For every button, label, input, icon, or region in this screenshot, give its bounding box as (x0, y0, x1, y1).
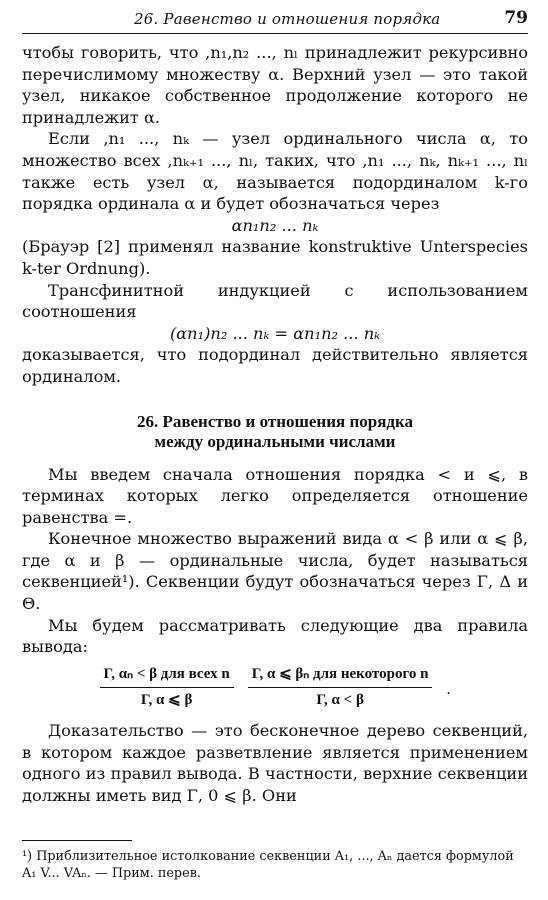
inference-rules (22, 664, 528, 712)
section-heading-line-1: 26. Равенство и отношения порядка (136, 411, 414, 431)
page-number: 79 (504, 8, 528, 28)
rule-1-premise: Γ, αₙ < β для всех n (100, 664, 234, 689)
section-heading (22, 412, 528, 452)
rule-2-premise: Γ, α ⩽ βₙ для некоторого n (248, 664, 433, 689)
paragraph-continuation: чтобы говорить, что ,n₁,n₂ ..., nₗ принадлежит рекурсивно перечислимому множеству α. Верхний узел — это такой узел, никакое собственное продолжение которого не принадлежит α. (22, 43, 528, 127)
footnote-rule (22, 840, 132, 841)
paragraph-sequent-definition: Конечное множество выражений вида α < β или α ⩽ β, где α и β — ординальные числа, будет называться секвенцией¹). Секвенции будут обозначаться через Γ, Δ и Θ. (22, 529, 528, 614)
running-header (22, 4, 528, 30)
paragraph-brouwer-note: (Брауэр [2] применял название konstruktive Unterspecies k-ter Ordnung). (22, 237, 528, 278)
rule-1-conclusion: Γ, α ⩽ β (140, 692, 193, 709)
formula-relation: (αn₁)n₂ ... nₖ = αn₁n₂ ... nₖ (169, 323, 381, 343)
paragraph-conclusion: доказывается, что подординал действительно является ординалом. (22, 345, 528, 386)
paragraph-transfinite-induction: Трансфинитной индукцией с использованием соотношения (22, 280, 528, 322)
formula-subordinal: αn₁n₂ ... nₖ (231, 215, 319, 235)
page-body (22, 42, 528, 806)
book-page (22, 0, 528, 900)
running-title: 26. Равенство и отношения порядка (134, 10, 441, 28)
paragraph-subordinal-definition: Если ,n₁ ..., nₖ — узел ординального числа α, то множество всех ,nₖ₊₁ ..., nₗ, таких, что ,n₁ ..., nₖ, nₖ₊₁ ..., nₗ также есть узел α, называется подординалом k-го порядка ординала α и будет обозначаться через (22, 129, 528, 214)
inference-rule-1 (100, 664, 234, 712)
footnote: ¹) Приблизительное истолкование секвенции A₁, ..., Aₙ дается формулой A₁ V... VAₙ. — Прим. перев. (22, 849, 514, 881)
rule-2-conclusion: Γ, α < β (316, 692, 364, 709)
section-heading-line-2: между ординальными числами (154, 431, 396, 451)
header-rule (22, 33, 528, 34)
inference-rule-2 (248, 664, 433, 712)
paragraph-proof-definition: Доказательство — это бесконечное дерево секвенций, в котором каждое разветвление является применением одного из правил вывода. В частности, верхние секвенции должны иметь вид Γ, 0 ⩽ β. Они (22, 721, 528, 805)
paragraph-order-relations: Мы введем сначала отношения порядка < и ⩽, в терминах которых легко определяется отношение равенства =. (22, 464, 528, 527)
paragraph-inference-rules-intro: Мы будем рассматривать следующие два правила вывода: (22, 615, 528, 657)
rules-end-mark: . (446, 681, 451, 699)
